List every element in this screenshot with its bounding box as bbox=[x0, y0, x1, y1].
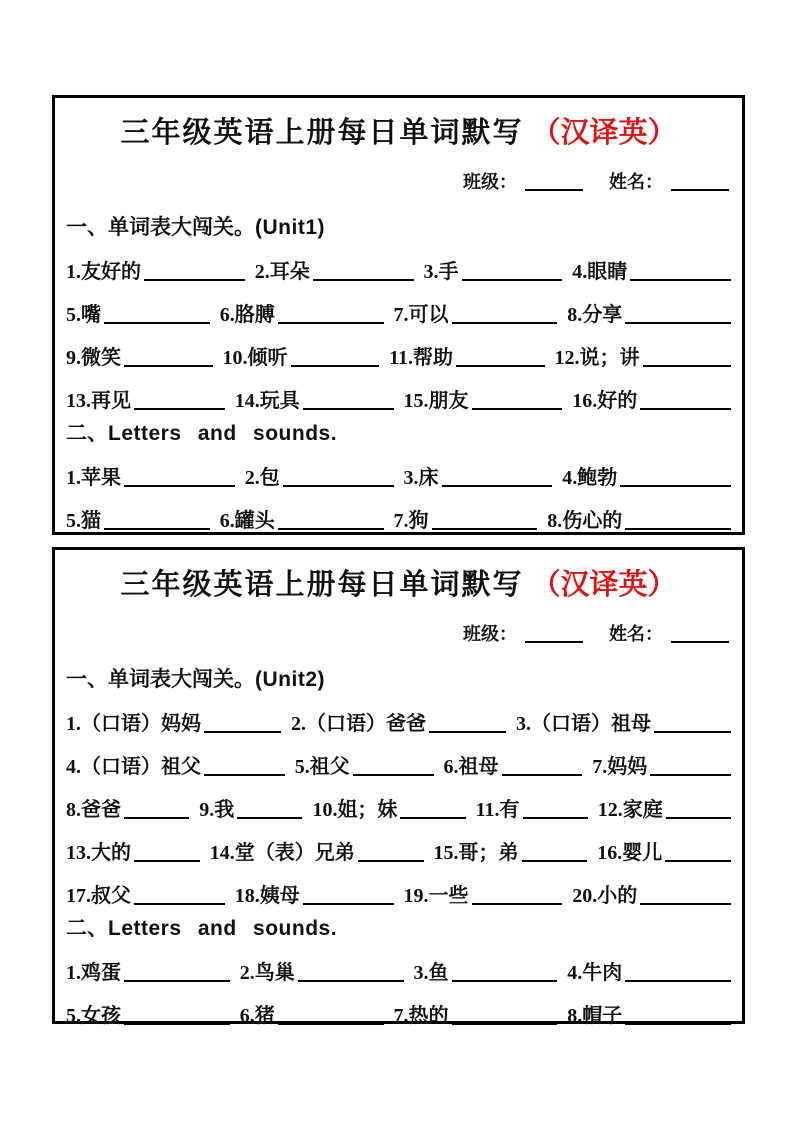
answer-blank bbox=[456, 363, 545, 367]
class-label: 班级： bbox=[463, 624, 517, 644]
word-prompt: 6.祖母 bbox=[443, 756, 499, 778]
part2-heading-en: Letters and sounds. bbox=[108, 422, 338, 445]
answer-blank bbox=[432, 526, 538, 530]
answer-blank bbox=[625, 978, 731, 982]
answer-blank bbox=[278, 1021, 384, 1025]
word-prompt: 11.帮助 bbox=[389, 347, 453, 369]
word-prompt: 4.（口语）祖父 bbox=[66, 756, 201, 778]
name-blank bbox=[671, 639, 729, 643]
word-prompt: 20.小的 bbox=[572, 885, 638, 907]
word-prompt: 13.再见 bbox=[66, 390, 131, 412]
word-prompt: 13.大的 bbox=[66, 842, 131, 864]
class-label: 班级： bbox=[463, 172, 517, 192]
word-prompt: 9.微笑 bbox=[66, 347, 121, 369]
answer-blank bbox=[472, 406, 563, 410]
word-prompt: 9.我 bbox=[199, 799, 235, 821]
answer-blank bbox=[298, 978, 404, 982]
word-prompt: 8.帽子 bbox=[567, 1005, 623, 1027]
part2-word-rows bbox=[66, 943, 731, 1029]
answer-blank bbox=[625, 526, 731, 530]
word-prompt: 1.友好的 bbox=[66, 261, 141, 283]
answer-blank bbox=[502, 772, 583, 776]
answer-blank bbox=[204, 772, 285, 776]
part1-heading-cn: 一、单词表大闯关。 bbox=[66, 667, 255, 691]
word-prompt: 11.有 bbox=[475, 799, 520, 821]
word-prompt: 3.床 bbox=[403, 467, 439, 489]
answer-blank bbox=[522, 858, 588, 862]
part2-word-rows bbox=[66, 448, 731, 534]
word-prompt: 10.倾听 bbox=[222, 347, 288, 369]
word-prompt: 15.朋友 bbox=[403, 390, 469, 412]
class-name-line bbox=[66, 618, 731, 646]
part2-heading-en: Letters and sounds. bbox=[108, 917, 338, 940]
word-prompt: 8.爸爸 bbox=[66, 799, 121, 821]
word-prompt: 3.鱼 bbox=[413, 962, 449, 984]
word-prompt: 16.好的 bbox=[572, 390, 638, 412]
answer-blank bbox=[204, 729, 281, 733]
answer-blank bbox=[104, 320, 210, 324]
answer-blank bbox=[278, 526, 384, 530]
answer-blank bbox=[472, 901, 563, 905]
word-prompt: 18.姨母 bbox=[234, 885, 300, 907]
name-blank bbox=[671, 187, 729, 191]
word-prompt: 15.哥；弟 bbox=[433, 842, 519, 864]
word-prompt: 17.叔父 bbox=[66, 885, 131, 907]
word-prompt: 5.祖父 bbox=[294, 756, 350, 778]
word-row bbox=[66, 448, 731, 491]
word-prompt: 19.一些 bbox=[403, 885, 469, 907]
name-label: 姓名： bbox=[609, 624, 663, 644]
word-row bbox=[66, 371, 731, 414]
answer-blank bbox=[462, 277, 563, 281]
part1-word-rows bbox=[66, 242, 731, 414]
answer-blank bbox=[313, 277, 414, 281]
answer-blank bbox=[625, 320, 731, 324]
word-prompt: 4.鲍勃 bbox=[562, 467, 618, 489]
word-prompt: 2.鸟巢 bbox=[239, 962, 295, 984]
part2-heading-cn: 二、 bbox=[66, 916, 108, 940]
part2-heading bbox=[66, 418, 731, 448]
part1-heading bbox=[66, 664, 731, 694]
word-prompt: 5.女孩 bbox=[66, 1005, 121, 1027]
word-row bbox=[66, 737, 731, 780]
word-prompt: 4.牛肉 bbox=[567, 962, 623, 984]
word-prompt: 8.分享 bbox=[567, 304, 623, 326]
answer-blank bbox=[124, 978, 230, 982]
worksheet-title-line bbox=[66, 564, 731, 606]
answer-blank bbox=[643, 363, 732, 367]
word-prompt: 7.妈妈 bbox=[592, 756, 648, 778]
word-row bbox=[66, 328, 731, 371]
word-row bbox=[66, 780, 731, 823]
word-prompt: 14.堂（表）兄弟 bbox=[209, 842, 355, 864]
answer-blank bbox=[353, 772, 434, 776]
answer-blank bbox=[452, 1021, 558, 1025]
answer-blank bbox=[144, 277, 245, 281]
class-blank bbox=[525, 639, 583, 643]
word-prompt: 5.猫 bbox=[66, 510, 101, 532]
word-row bbox=[66, 491, 731, 534]
answer-blank bbox=[134, 901, 225, 905]
answer-blank bbox=[640, 406, 731, 410]
class-blank bbox=[525, 187, 583, 191]
word-prompt: 1.苹果 bbox=[66, 467, 121, 489]
answer-blank bbox=[124, 483, 235, 487]
part1-heading-unit: (Unit1) bbox=[255, 216, 325, 239]
worksheet-title: 三年级英语上册每日单词默写 bbox=[120, 117, 524, 149]
answer-blank bbox=[134, 406, 225, 410]
word-prompt: 3.手 bbox=[423, 261, 459, 283]
answer-blank bbox=[650, 772, 731, 776]
word-prompt: 1.（口语）妈妈 bbox=[66, 713, 201, 735]
answer-blank bbox=[237, 815, 302, 819]
part2-heading-cn: 二、 bbox=[66, 421, 108, 445]
word-row bbox=[66, 242, 731, 285]
name-label: 姓名： bbox=[609, 172, 663, 192]
word-prompt: 4.眼睛 bbox=[572, 261, 628, 283]
word-prompt: 6.猪 bbox=[239, 1005, 275, 1027]
word-prompt: 7.热的 bbox=[393, 1005, 449, 1027]
answer-blank bbox=[452, 978, 558, 982]
answer-blank bbox=[400, 815, 465, 819]
worksheet-title: 三年级英语上册每日单词默写 bbox=[120, 569, 524, 601]
answer-blank bbox=[665, 858, 731, 862]
word-prompt: 7.狗 bbox=[393, 510, 429, 532]
word-row bbox=[66, 943, 731, 986]
word-prompt: 2.耳朵 bbox=[254, 261, 310, 283]
worksheet-title-line bbox=[66, 112, 731, 154]
word-row bbox=[66, 823, 731, 866]
word-prompt: 2.包 bbox=[244, 467, 280, 489]
answer-blank bbox=[124, 363, 213, 367]
word-prompt: 6.罐头 bbox=[219, 510, 275, 532]
answer-blank bbox=[429, 729, 506, 733]
answer-blank bbox=[104, 526, 210, 530]
answer-blank bbox=[283, 483, 394, 487]
part1-heading-unit: (Unit2) bbox=[255, 668, 325, 691]
answer-blank bbox=[523, 815, 588, 819]
class-name-line bbox=[66, 166, 731, 194]
answer-blank bbox=[303, 406, 394, 410]
answer-blank bbox=[630, 277, 731, 281]
answer-blank bbox=[640, 901, 731, 905]
word-row bbox=[66, 694, 731, 737]
answer-blank bbox=[291, 363, 380, 367]
word-prompt: 14.玩具 bbox=[234, 390, 300, 412]
answer-blank bbox=[625, 1021, 731, 1025]
word-row bbox=[66, 866, 731, 909]
word-row bbox=[66, 285, 731, 328]
answer-blank bbox=[654, 729, 731, 733]
word-prompt: 5.嘴 bbox=[66, 304, 101, 326]
word-prompt: 12.说；讲 bbox=[554, 347, 640, 369]
word-prompt: 2.（口语）爸爸 bbox=[291, 713, 426, 735]
answer-blank bbox=[134, 858, 200, 862]
part1-heading bbox=[66, 212, 731, 242]
answer-blank bbox=[278, 320, 384, 324]
title-note-red: （汉译英） bbox=[531, 569, 677, 601]
worksheet-card-unit2 bbox=[52, 547, 745, 1027]
word-prompt: 6.胳膊 bbox=[219, 304, 275, 326]
answer-blank bbox=[620, 483, 731, 487]
title-note-red: （汉译英） bbox=[531, 117, 677, 149]
part1-heading-cn: 一、单词表大闯关。 bbox=[66, 215, 255, 239]
part1-word-rows bbox=[66, 694, 731, 909]
answer-blank bbox=[442, 483, 553, 487]
answer-blank bbox=[666, 815, 731, 819]
answer-blank bbox=[124, 1021, 230, 1025]
word-prompt: 3.（口语）祖母 bbox=[516, 713, 651, 735]
word-prompt: 16.婴儿 bbox=[597, 842, 663, 864]
answer-blank bbox=[452, 320, 558, 324]
answer-blank bbox=[124, 815, 189, 819]
word-prompt: 7.可以 bbox=[393, 304, 449, 326]
answer-blank bbox=[303, 901, 394, 905]
word-prompt: 12.家庭 bbox=[597, 799, 663, 821]
word-row bbox=[66, 986, 731, 1029]
word-prompt: 8.伤心的 bbox=[547, 510, 623, 532]
worksheet-card-unit1 bbox=[52, 95, 745, 535]
part2-heading bbox=[66, 913, 731, 943]
word-prompt: 1.鸡蛋 bbox=[66, 962, 121, 984]
answer-blank bbox=[358, 858, 424, 862]
word-prompt: 10.姐；妹 bbox=[312, 799, 398, 821]
